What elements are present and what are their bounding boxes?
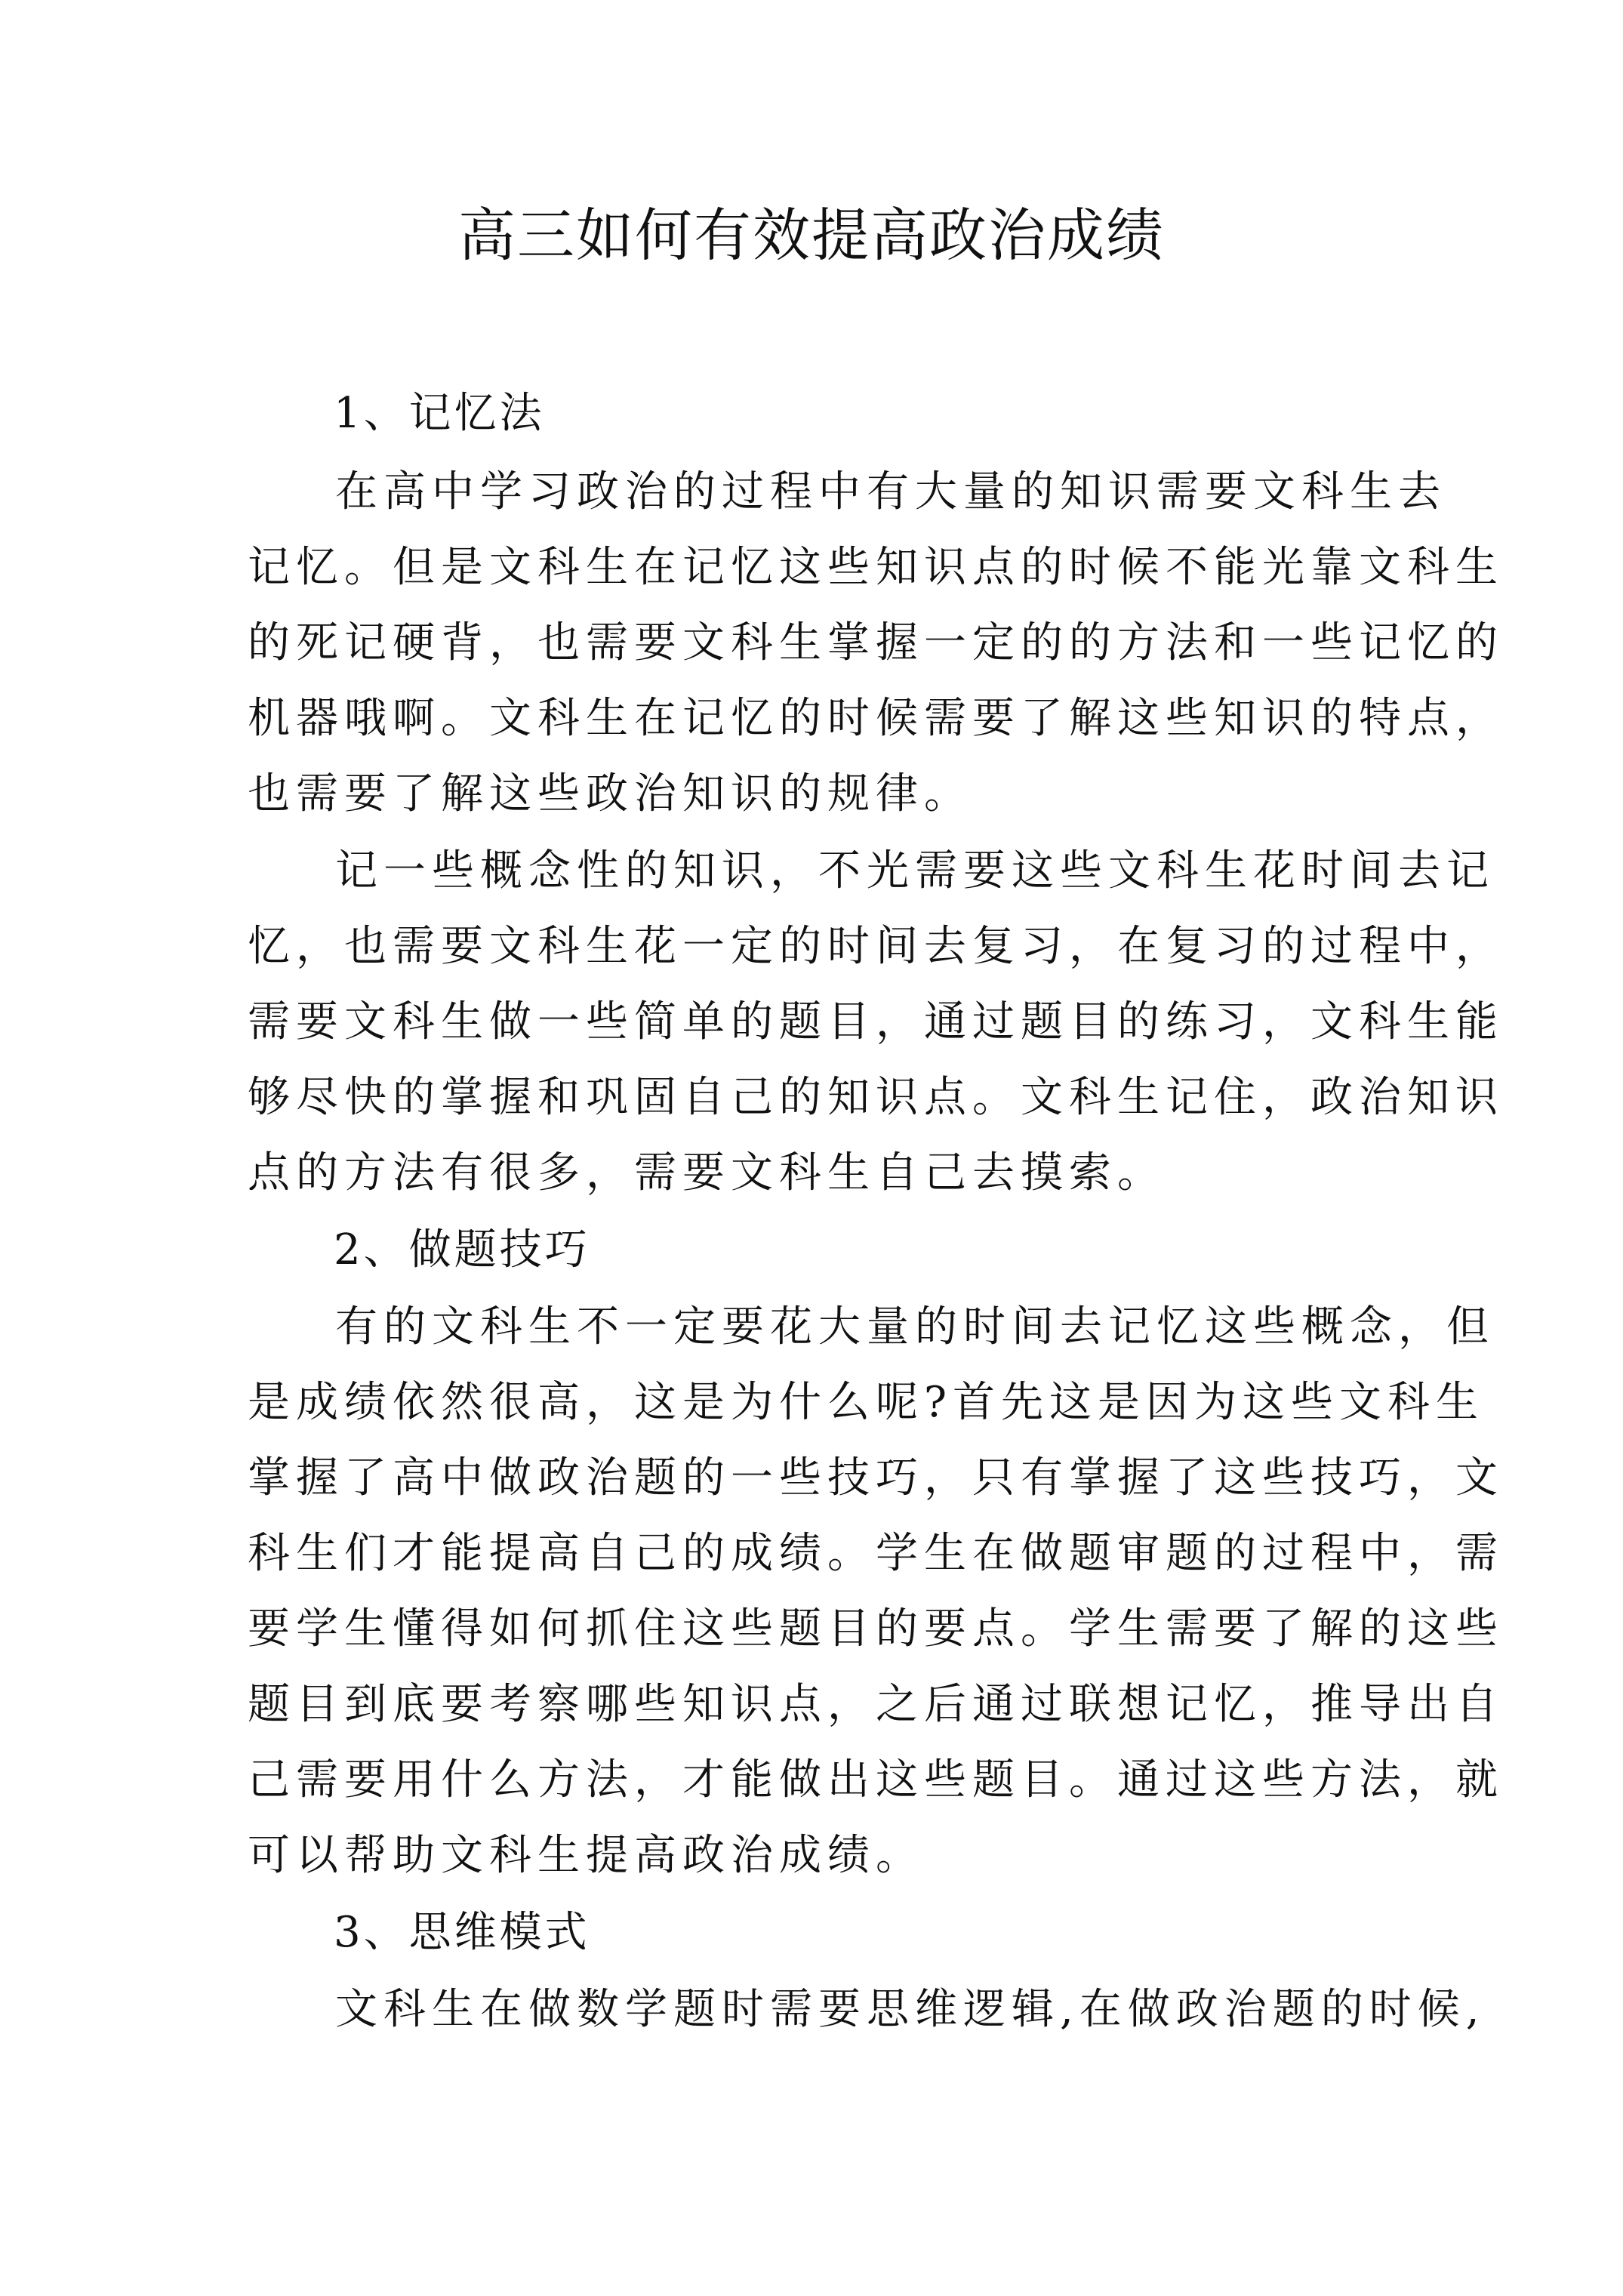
paragraph-line: 可以帮助文科生提高政治成绩。 xyxy=(248,1831,924,1880)
paragraph-line: 点的方法有很多，需要文科生自己去摸索。 xyxy=(248,1148,1166,1197)
paragraph-line: 的死记硬背，也需要文科生掌握一定的的方法和一些记忆的 xyxy=(248,618,1504,667)
section-heading-1: 1、记忆法 xyxy=(334,389,545,438)
paragraph-line: 也需要了解这些政治知识的规律。 xyxy=(248,769,972,818)
paragraph-line: 够尽快的掌握和巩固自己的知识点。文科生记住，政治知识 xyxy=(248,1073,1504,1122)
paragraph-line: 有的文科生不一定要花大量的时间去记忆这些概念，但 xyxy=(335,1302,1495,1351)
paragraph-line: 在高中学习政治的过程中有大量的知识需要文科生去 xyxy=(335,467,1446,516)
paragraph-line: 记忆。但是文科生在记忆这些知识点的时候不能光靠文科生 xyxy=(248,543,1504,592)
section-heading-3: 3、思维模式 xyxy=(334,1908,590,1957)
paragraph-line: 记一些概念性的知识，不光需要这些文科生花时间去记 xyxy=(335,846,1495,895)
paragraph-line: 忆，也需要文科生花一定的时间去复习，在复习的过程中， xyxy=(248,922,1504,971)
paragraph-line: 己需要用什么方法，才能做出这些题目。通过这些方法，就 xyxy=(248,1755,1504,1804)
paragraph-line: 题目到底要考察哪些知识点，之后通过联想记忆，推导出自 xyxy=(248,1680,1504,1729)
paragraph-line: 要学生懂得如何抓住这些题目的要点。学生需要了解的这些 xyxy=(248,1604,1504,1653)
document-title: 高三如何有效提高政治成绩 xyxy=(458,202,1165,269)
paragraph-line: 文科生在做数学题时需要思维逻辑,在做政治题的时候, xyxy=(335,1985,1486,2034)
paragraph-line: 是成绩依然很高，这是为什么呢?首先这是因为这些文科生 xyxy=(248,1378,1485,1427)
paragraph-line: 机器哦啊。文科生在记忆的时候需要了解这些知识的特点， xyxy=(248,694,1504,743)
paragraph-line: 掌握了高中做政治题的一些技巧，只有掌握了这些技巧，文 xyxy=(248,1453,1504,1502)
paragraph-line: 需要文科生做一些简单的题目，通过题目的练习，文科生能 xyxy=(248,997,1504,1046)
section-heading-2: 2、做题技巧 xyxy=(334,1225,590,1274)
paragraph-line: 科生们才能提高自己的成绩。学生在做题审题的过程中，需 xyxy=(248,1529,1504,1578)
